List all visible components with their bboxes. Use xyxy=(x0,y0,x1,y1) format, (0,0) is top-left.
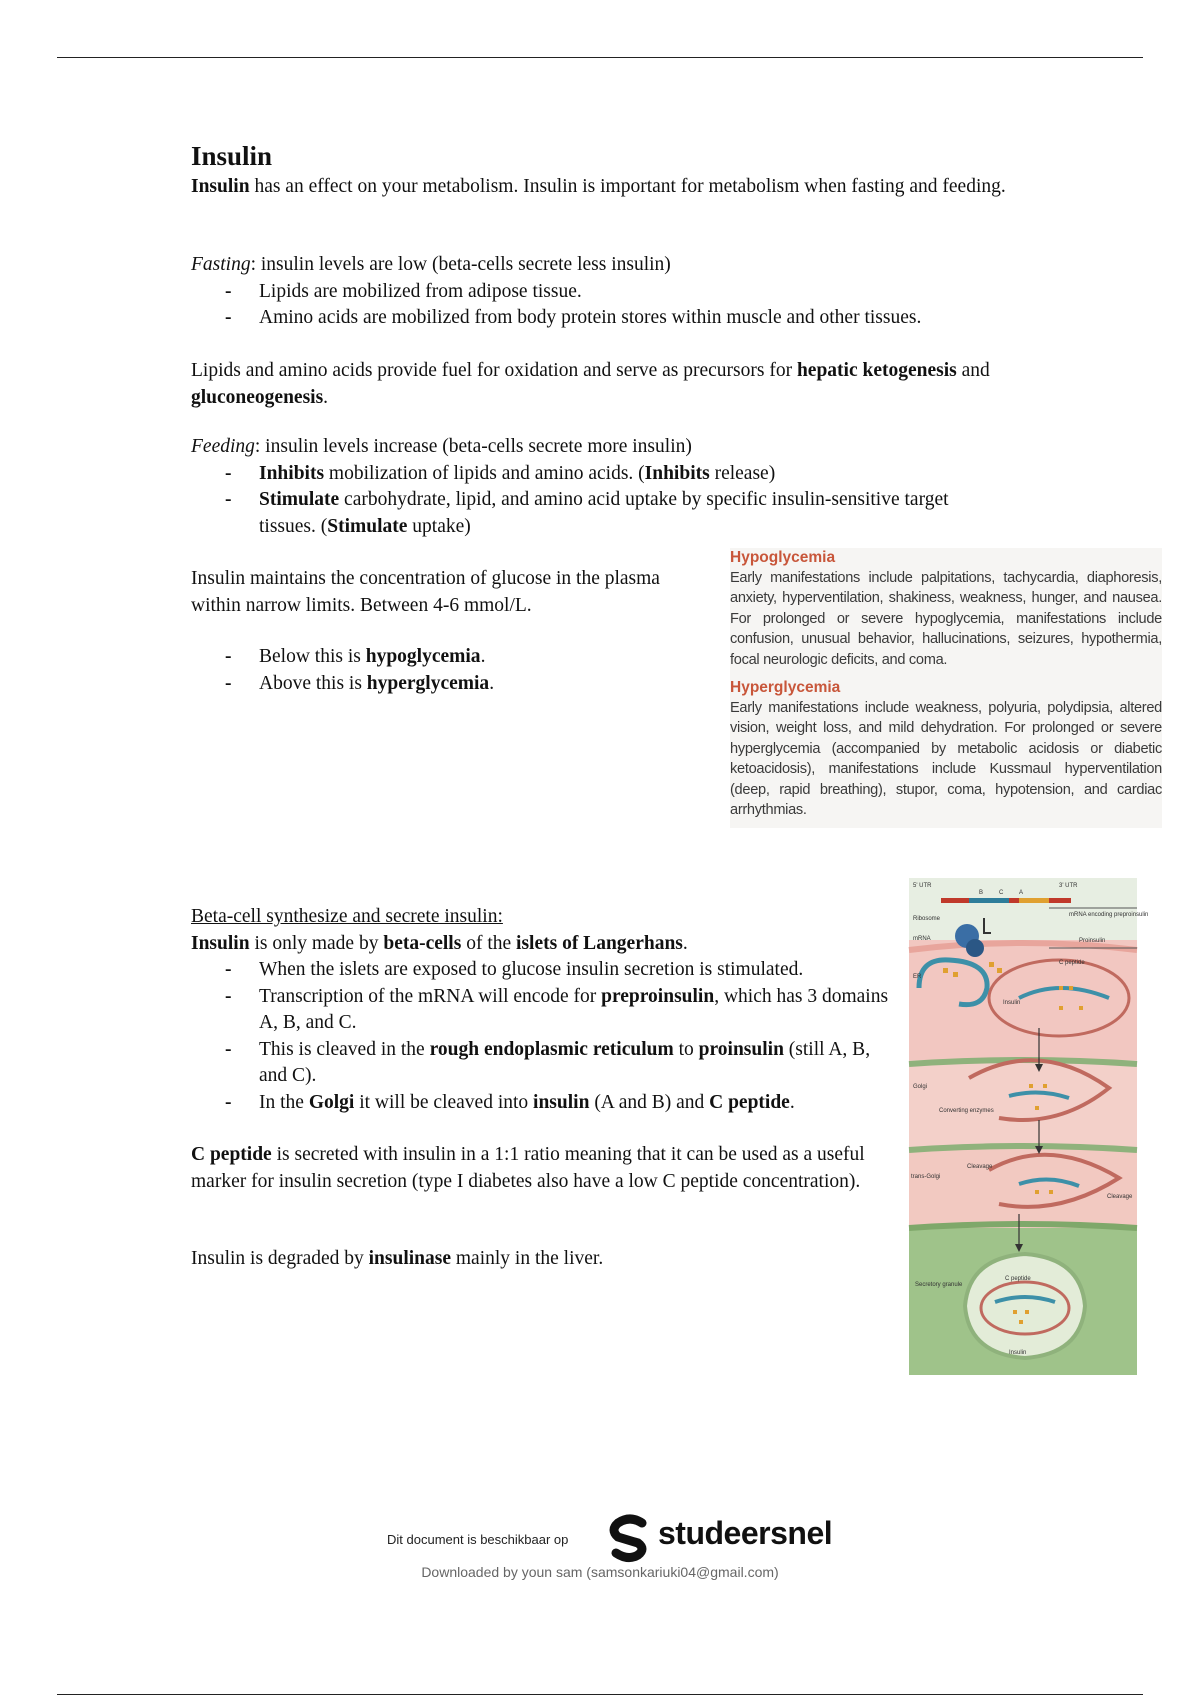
bottom-rule xyxy=(57,1694,1143,1695)
glucose-paragraph: Insulin maintains the concentration of glucose in the plasma within narrow limits. Between 4-6 mmol/L. xyxy=(191,568,660,616)
list-item: - Above this is hyperglycemia. xyxy=(191,671,671,698)
label-mrna: mRNA xyxy=(913,936,931,942)
hyperglycemia-heading: Hyperglycemia xyxy=(730,679,841,697)
fasting-section: Fasting: insulin levels are low (beta-cells secrete less insulin) - Lipids are mobilized from adipose tissue. - Amino acids are mobilized from body protein stores within muscle and other tissues. xyxy=(191,252,1031,332)
list-item: - Lipids are mobilized from adipose tissue. xyxy=(191,279,1031,306)
degradation-paragraph: Insulin is degraded by insulinase mainly in the liver. xyxy=(191,1248,604,1269)
label-converting: Converting enzymes xyxy=(939,1108,994,1114)
list-item: - In the Golgi it will be cleaved into insulin (A and B) and C peptide. xyxy=(191,1090,903,1117)
list-item: - Inhibits mobilization of lipids and amino acids. (Inhibits release) xyxy=(191,461,1031,488)
label-insulin: Insulin xyxy=(1003,1000,1021,1006)
hypoglycemia-text: Early manifestations include palpitations, tachycardia, diaphoresis, anxiety, hyperventilation, shakiness, weakness, hunger, and nausea. For prolonged or severe hypoglycemia, manifestations include confusion, unusual behavior, hallucinations, seizures, hypothermia, focal neurologic deficits, and coma. xyxy=(730,570,1162,668)
section-heading: Beta-cell synthesize and secrete insulin: xyxy=(191,906,503,927)
hypoglycemia-block xyxy=(730,548,1162,670)
label-5utr: 5' UTR xyxy=(913,883,932,889)
list-item: - Amino acids are mobilized from body protein stores within muscle and other tissues. xyxy=(191,305,1031,332)
top-rule xyxy=(57,57,1143,58)
label-a: A xyxy=(1019,890,1024,896)
hyperglycemia-block xyxy=(730,678,1162,820)
list-item: - When the islets are exposed to glucose insulin secretion is stimulated. xyxy=(191,957,903,984)
hypoglycemia-heading: Hypoglycemia xyxy=(730,549,836,566)
label-secretory-granule: Secretory granule xyxy=(915,1282,963,1288)
glucose-list xyxy=(191,644,671,697)
label-insulin-granule: Insulin xyxy=(1009,1350,1027,1356)
label-b: B xyxy=(979,890,984,896)
label-c: C xyxy=(999,890,1004,896)
hyperglycemia-text: Early manifestations include weakness, polyuria, polydipsia, altered vision, weight loss, and mild dehydration. For prolonged or severe hyperglycemia (accompanied by metabolic acidosis or diabetic ketoacidosis), manifestations include Kussmaul hyperventilation (deep, rapid breathing), stupor, coma, hypotension, and cardiac arrhythmias. xyxy=(730,700,1162,819)
list-item: - Transcription of the mRNA will encode for preproinsulin, which has 3 domains A, B, and C. xyxy=(191,984,903,1037)
intro-paragraph: Insulin has an effect on your metabolism. Insulin is important for metabolism when fasting and feeding. xyxy=(191,176,1006,197)
label-er: ER xyxy=(913,974,922,980)
cpeptide-paragraph: C peptide is secreted with insulin in a 1:1 ratio meaning that it can be used as a useful marker for insulin secretion (type I diabetes also have a low C peptide concentration). xyxy=(191,1144,865,1192)
label-trans-golgi: trans-Golgi xyxy=(911,1174,941,1180)
label-mrna-encoding: mRNA encoding preproinsulin xyxy=(1069,912,1149,918)
list-item: - Below this is hypoglycemia. xyxy=(191,644,671,671)
list-item: - Stimulate carbohydrate, lipid, and amino acid uptake by specific insulin-sensitive target tissues. (Stimulate uptake) xyxy=(191,487,1031,540)
page-title: Insulin xyxy=(191,141,273,171)
studeersnel-logo-icon xyxy=(608,1515,652,1561)
label-3utr: 3' UTR xyxy=(1059,883,1078,889)
label-ribosome: Ribosome xyxy=(913,916,941,922)
list-item: - This is cleaved in the rough endoplasmic reticulum to proinsulin (still A, B, and C). xyxy=(191,1037,903,1090)
insulin-synthesis-figure xyxy=(909,878,1149,1375)
label-cleavage-right: Cleavage xyxy=(1107,1194,1133,1200)
label-cpeptide-granule: C peptide xyxy=(1005,1276,1031,1282)
label-cleavage: Cleavage xyxy=(967,1164,993,1170)
footer-download-text: Downloaded by youn sam (samsonkariuki04@gmail.com) xyxy=(421,1564,779,1580)
feeding-section: Feeding: insulin levels increase (beta-cells secrete more insulin) - Inhibits mobilization of lipids and amino acids. (Inhibits release) - Stimulate carbohydrate, lipid, and amino acid uptake by specific insulin-sensitive target tissues. (Stimulate uptake) xyxy=(191,434,1031,540)
lipids-paragraph: Lipids and amino acids provide fuel for oxidation and serve as precursors for hepatic ketogenesis and gluconeogenesis. xyxy=(191,360,990,408)
label-cpeptide: C peptide xyxy=(1059,960,1085,966)
beta-cell-section: Beta-cell synthesize and secrete insulin: Insulin is only made by beta-cells of the islets of Langerhans. - When the islets are exposed to glucose insulin secretion is stimulated. - Transcription of the mRNA will encode for preproinsulin, which has 3 domains A, B, and C. - This is cleaved in the rough endoplasmic reticulum to proinsulin (still A, B, and C). - In the Golgi it will be cleaved into insulin (A and B) and C peptide. xyxy=(191,904,903,1116)
studeersnel-brand[interactable]: studeersnel xyxy=(658,1515,833,1551)
label-golgi: Golgi xyxy=(913,1084,928,1090)
label-proinsulin: Proinsulin xyxy=(1079,938,1106,944)
footer-available-text: Dit document is beschikbaar op xyxy=(387,1532,569,1547)
glycemia-textbox xyxy=(730,548,1162,828)
